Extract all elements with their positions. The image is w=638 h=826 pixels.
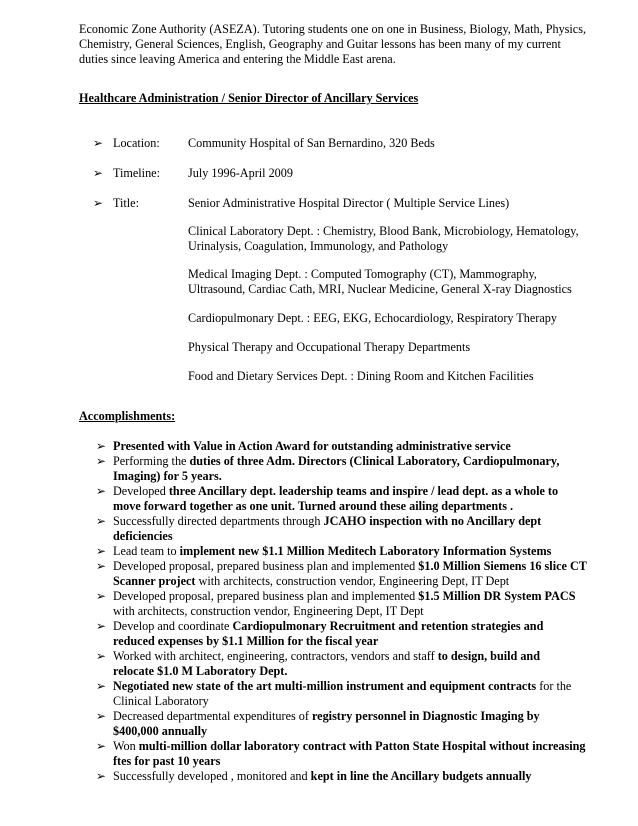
- accomplishment-line: [113, 724, 614, 739]
- plain-text: Worked with architect, engineering, contractors, vendors and staff: [113, 649, 438, 663]
- plain-text: Clinical Laboratory: [113, 694, 209, 708]
- timeline-label: Timeline:: [113, 166, 160, 180]
- intro-line: duties since leaving America and entering the Middle East arena.: [79, 52, 396, 66]
- arrow-bullet-icon: ➢: [95, 619, 107, 633]
- bold-text: Scanner project: [113, 574, 196, 588]
- accomplishment-item: [94, 589, 614, 619]
- accomplishment-item: [94, 739, 614, 769]
- arrow-bullet-icon: ➢: [92, 136, 104, 150]
- position-heading: Healthcare Administration / Senior Director of Ancillary Services: [79, 91, 419, 105]
- intro-line: Chemistry, General Sciences, English, Geography and Guitar lessons has been many of my current: [79, 37, 561, 51]
- department-medical-imaging: [188, 267, 572, 297]
- timeline-value: July 1996-April 2009: [188, 166, 293, 180]
- intro-paragraph: [79, 22, 609, 67]
- arrow-bullet-icon: ➢: [95, 544, 107, 558]
- accomplishment-line: [113, 649, 614, 664]
- arrow-bullet-icon: ➢: [95, 514, 107, 528]
- department-food-services: [188, 369, 534, 384]
- department-line: Food and Dietary Services Dept. : Dining Room and Kitchen Facilities: [188, 369, 534, 383]
- accomplishment-line: [113, 559, 614, 574]
- accomplishment-item: [94, 769, 614, 784]
- accomplishment-item: [94, 484, 614, 514]
- accomplishment-line: [113, 499, 614, 514]
- department-line: Ultrasound, Cardiac Cath, MRI, Nuclear Medicine, General X-ray Diagnostics: [188, 282, 572, 296]
- arrow-bullet-icon: ➢: [95, 439, 107, 453]
- plain-text: Successfully directed departments through: [113, 514, 324, 528]
- arrow-bullet-icon: ➢: [95, 649, 107, 663]
- bold-text: kept in line the Ancillary budgets annually: [310, 769, 532, 783]
- accomplishment-line: [113, 454, 614, 469]
- accomplishment-line: [113, 544, 614, 559]
- department-line: Medical Imaging Dept. : Computed Tomography (CT), Mammography,: [188, 267, 537, 281]
- accomplishment-item: [94, 709, 614, 739]
- bold-text: reduced expenses by $1.1 Million for the fiscal year: [113, 634, 379, 648]
- bold-text: multi-million dollar laboratory contract with Patton State Hospital without increasing: [138, 739, 586, 753]
- department-line: Urinalysis, Coagulation, Immunology, and Pathology: [188, 239, 449, 253]
- arrow-bullet-icon: ➢: [95, 769, 107, 783]
- accomplishment-line: [113, 529, 614, 544]
- department-line: Physical Therapy and Occupational Therapy Departments: [188, 340, 471, 354]
- title-label: Title:: [113, 196, 139, 210]
- accomplishment-line: [113, 604, 614, 619]
- arrow-bullet-icon: ➢: [92, 166, 104, 180]
- accomplishment-item: [94, 679, 614, 709]
- bold-text: $1.5 Million DR System PACS: [418, 589, 576, 603]
- arrow-bullet-icon: ➢: [95, 454, 107, 468]
- plain-text: Developed: [113, 484, 169, 498]
- arrow-bullet-icon: ➢: [95, 709, 107, 723]
- intro-line: Economic Zone Authority (ASEZA). Tutoring students one on one in Business, Biology, Math, Physics,: [79, 22, 587, 36]
- arrow-bullet-icon: ➢: [95, 484, 107, 498]
- plain-text: Developed proposal, prepared business plan and implemented: [113, 559, 419, 573]
- accomplishment-line: [113, 754, 614, 769]
- plain-text: Decreased departmental expenditures of: [113, 709, 312, 723]
- bold-text: move forward together as one unit. Turned around these ailing departments .: [113, 499, 514, 513]
- title-value: Senior Administrative Hospital Director ( Multiple Service Lines): [188, 196, 510, 210]
- accomplishment-line: [113, 619, 614, 634]
- bold-text: ftes for past 10 years: [113, 754, 221, 768]
- bold-text: registry personnel in Diagnostic Imaging by: [311, 709, 540, 723]
- bold-text: implement new $1.1 Million Meditech Laboratory Information Systems: [179, 544, 552, 558]
- accomplishment-line: [113, 709, 614, 724]
- accomplishment-line: [113, 469, 614, 484]
- plain-text: Won: [113, 739, 139, 753]
- plain-text: Develop and coordinate: [113, 619, 233, 633]
- accomplishments-heading: Accomplishments:: [79, 409, 176, 423]
- arrow-bullet-icon: ➢: [95, 559, 107, 573]
- bold-text: to design, build and: [437, 649, 540, 663]
- accomplishment-line: [113, 739, 614, 754]
- department-clinical-lab: [188, 224, 579, 254]
- accomplishment-item: [94, 454, 614, 484]
- plain-text: with architects, construction vendor, Engineering Dept, IT Dept: [113, 604, 424, 618]
- department-line: Clinical Laboratory Dept. : Chemistry, Blood Bank, Microbiology, Hematology,: [188, 224, 579, 238]
- bold-text: Negotiated new state of the art multi-million instrument and equipment contracts: [113, 679, 537, 693]
- accomplishment-line: [113, 439, 614, 454]
- department-cardiopulmonary: [188, 311, 557, 326]
- plain-text: Developed proposal, prepared business plan and implemented: [113, 589, 419, 603]
- accomplishment-line: [113, 484, 614, 499]
- accomplishment-line: [113, 589, 614, 604]
- bold-text: Imaging) for 5 years.: [113, 469, 222, 483]
- accomplishments-list: [94, 439, 614, 784]
- bold-text: JCAHO inspection with no Ancillary dept: [323, 514, 542, 528]
- accomplishment-line: [113, 679, 614, 694]
- plain-text: for the: [536, 679, 572, 693]
- arrow-bullet-icon: ➢: [95, 739, 107, 753]
- location-value: Community Hospital of San Bernardino, 320 Beds: [188, 136, 435, 150]
- arrow-bullet-icon: ➢: [92, 196, 104, 210]
- accomplishment-item: [94, 619, 614, 649]
- accomplishment-line: [113, 769, 614, 784]
- bold-text: duties of three Adm. Directors (Clinical Laboratory, Cardiopulmonary,: [189, 454, 560, 468]
- bold-text: three Ancillary dept. leadership teams and inspire / lead dept. as a whole to: [168, 484, 559, 498]
- bold-text: Cardiopulmonary Recruitment and retention strategies and: [232, 619, 544, 633]
- plain-text: Performing the: [113, 454, 190, 468]
- accomplishment-item: [94, 559, 614, 589]
- department-line: Cardiopulmonary Dept. : EEG, EKG, Echocardiology, Respiratory Therapy: [188, 311, 557, 325]
- accomplishment-item: [94, 544, 614, 559]
- accomplishment-line: [113, 574, 614, 589]
- accomplishment-item: [94, 649, 614, 679]
- arrow-bullet-icon: ➢: [95, 589, 107, 603]
- location-label: Location:: [113, 136, 160, 150]
- accomplishment-line: [113, 664, 614, 679]
- accomplishment-item: [94, 514, 614, 544]
- accomplishment-line: [113, 514, 614, 529]
- accomplishment-line: [113, 634, 614, 649]
- bold-text: relocate $1.0 M Laboratory Dept.: [113, 664, 288, 678]
- accomplishment-line: [113, 694, 614, 709]
- plain-text: Successfully developed , monitored and: [113, 769, 311, 783]
- bold-text: deficiencies: [113, 529, 173, 543]
- plain-text: Lead team to: [113, 544, 180, 558]
- plain-text: with architects, construction vendor, Engineering Dept, IT Dept: [195, 574, 510, 588]
- bold-text: $400,000 annually: [113, 724, 208, 738]
- accomplishment-item: [94, 439, 614, 454]
- arrow-bullet-icon: ➢: [95, 679, 107, 693]
- department-therapy: [188, 340, 470, 355]
- bold-text: $1.0 Million Siemens 16 slice CT: [418, 559, 587, 573]
- bold-text: Presented with Value in Action Award for outstanding administrative service: [113, 439, 511, 453]
